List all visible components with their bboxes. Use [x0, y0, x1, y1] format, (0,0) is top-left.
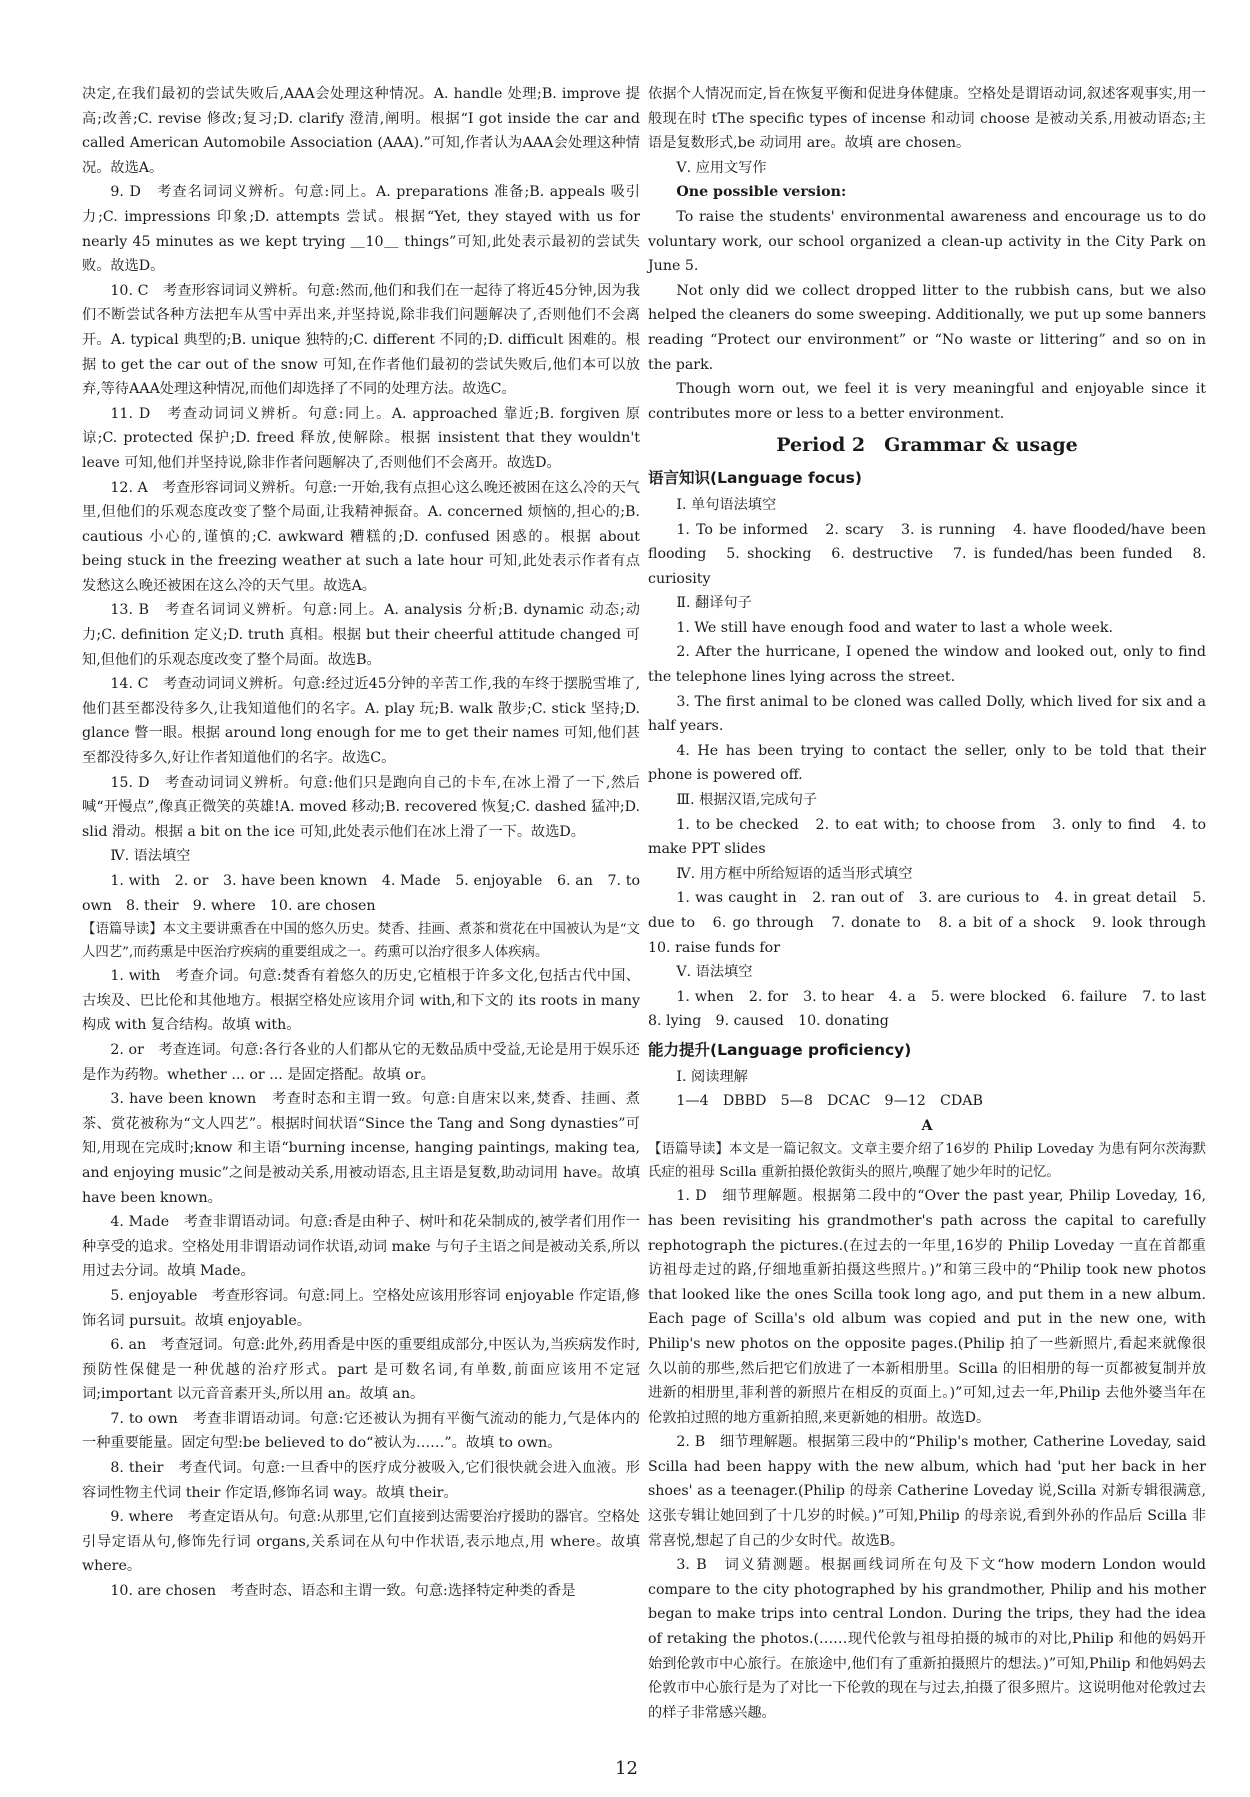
answer-paragraph: 1. To be informed 2. scary 3. is running 4. have flooded/have been flooding 5. shocking 6. destructive 7. is funded/has been funded 8. curiosity — [648, 521, 1206, 587]
subsection-title: Ⅴ. 应用文写作 — [676, 159, 767, 176]
answer-paragraph: 1. was caught in 2. ran out of 3. are curious to 4. in great detail 5. due to 6. go through 7. donate to 8. a bit of a shock 9. look through 10. raise funds for — [648, 890, 1221, 956]
answer-paragraph: 10. are chosen 考查时态、语态和主谓一致。句意:选择特定种类的香是 — [110, 1583, 576, 1600]
answer-paragraph: 5. enjoyable 考查形容词。句意:同上。空格处应该用形容词 enjoyable 作定语,修饰名词 pursuit。故填 enjoyable。 — [82, 1287, 640, 1329]
paragraph: 依据个人情况而定,旨在恢复平衡和促进身体健康。空格处是谓语动词,叙述客观事实,用一般现在时 tThe specific types of incense 和动词 choose 是被动关系,用被动语态;主语是复数形式,be 动词用 are。故填 are chosen。 — [648, 86, 1206, 152]
subsection-title: Ⅰ. 单句语法填空 — [676, 496, 777, 513]
answer-paragraph: 1. D 细节理解题。根据第二段中的“Over the past year, Philip Loveday, 16, has been revisiting his grandmother's path across the capital to carefully rephotograph the pictures.(在过去的一年里,16岁的 Philip Loveday 一直在首都重访祖母走过的路,仔细地重新拍摄这些照片。)”和第三段中的“Philip took new photos that looked like the ones Scilla took long ago, and put them in a new album. Each page of Scilla's old album was copied and put in the new one, with Philip's new photos on the opposite pages.(Philip 拍了一些新照片,看起来就像很久以前的那些,然后把它们放进了一本新相册里。Scilla 的旧相册的每一页都被复制并放进新的相册里,菲利普的新照片在相反的页面上。)”可知,过去一年,Philip 去他外婆当年在伦敦拍过照的地方重新拍照,来更新她的相册。故选D。 — [648, 1188, 1206, 1426]
answer-paragraph: 15. D 考查动词词义辨析。句意:他们只是跑向自己的卡车,在冰上滑了一下,然后喊“开慢点”,像真正微笑的英雄!A. moved 移动;B. recovered 恢复;C. dashed 猛冲;D. slid 滑动。根据 a bit on the ice 可知,此处表示他们在冰上滑了一下。故选D。 — [82, 774, 640, 840]
section-title: 能力提升(Language proficiency) — [648, 1040, 912, 1059]
subsection-title: Ⅱ. 翻译句子 — [676, 595, 752, 612]
answer-paragraph: 3. have been known 考查时态和主谓一致。句意:自唐宋以来,焚香、挂画、煮茶、赏花被称为“文人四艺”。根据时间状语“Since the Tang and Song dynasties”可知,用现在完成时;know 和主语“burning incense, hanging paintings, making tea, and enjoying music”之间是被动关系,用被动语态,且主语是复数,助动词用 have。故填 have been known。 — [82, 1091, 640, 1206]
answer-paragraph: 1. to be checked 2. to eat with; to choose from 3. only to find 4. to make PPT slides — [648, 816, 1206, 858]
right-column — [648, 82, 1221, 1725]
answer-paragraph: 6. an 考查冠词。句意:此外,药用香是中医的重要组成部分,中医认为,当疾病发作时,预防性保健是一种优越的治疗形式。part 是可数名词,有单数,前面应该用不定冠词;important 以元音音素开头,所以用 an。故填 an。 — [82, 1337, 640, 1403]
subsection-title: Ⅳ. 用方框中所给短语的适当形式填空 — [676, 865, 913, 882]
answer-paragraph: 9. where 考查定语从句。句意:从那里,它们直接到达需要治疗援助的器官。空格处引导定语从句,修饰先行词 organs,关系词在从句中作状语,表示地点,用 where。故填 where。 — [82, 1509, 640, 1575]
answer-paragraph: 3. The first animal to be cloned was called Dolly, which lived for six and a half years. — [648, 693, 1206, 735]
answer-paragraph: 13. B 考查名词词义辨析。句意:同上。A. analysis 分析;B. dynamic 动态;动力;C. definition 定义;D. truth 真相。根据 but their cheerful attitude changed 可知,但他们的乐观态度改变了整个局面。故选B。 — [82, 602, 640, 668]
left-column — [82, 82, 640, 1604]
subsection-title: Ⅳ. 语法填空 — [110, 848, 191, 865]
answer-paragraph: 2. B 细节理解题。根据第三段中的“Philip's mother, Catherine Loveday, said Scilla had been happy with the new album, which had 'put her back in her shoes' as a teenager.(Philip 的母亲 Catherine Loveday 说,Scilla 对新专辑很满意,这张专辑让她回到了十几岁的时候。)”可知,Philip 的母亲说,看到外孙的作品后 Scilla 非常喜悦,想起了自己的少女时代。故选B。 — [648, 1434, 1206, 1549]
answer-paragraph: 4. Made 考查非谓语动词。句意:香是由种子、树叶和花朵制成的,被学者们用作一种享受的追求。空格处用非谓语动词作状语,动词 make 与句子主语之间是被动关系,所以用过去分词。故填 Made。 — [82, 1214, 640, 1280]
section-title: 语言知识(Language focus) — [648, 469, 862, 488]
subsection-title: Ⅲ. 根据汉语,完成句子 — [676, 792, 818, 809]
answer-paragraph: 11. D 考查动词词义辨析。句意:同上。A. approached 靠近;B. forgiven 原谅;C. protected 保护;D. freed 释放,使解除。根据 insistent that they wouldn't leave 可知,他们并坚持说,除非作者问题解决了,否则他们不会离开。故选D。 — [82, 405, 640, 471]
answer-paragraph: 1—4 DBBD 5—8 DCAC 9—12 CDAB — [676, 1093, 983, 1110]
section-heading: Period 2 Grammar & usage — [776, 434, 1078, 457]
reading-guide: 【语篇导读】本文主要讲熏香在中国的悠久历史。焚香、挂画、煮茶和赏花在中国被认为是“文人四艺”,而药熏是中医治疗疾病的重要组成之一。药熏可以治疗很多人体疾病。 — [82, 922, 640, 961]
answer-paragraph: 9. D 考查名词词义辨析。句意:同上。A. preparations 准备;B. appeals 吸引力;C. impressions 印象;D. attempts 尝试。根据“Yet, they stayed with us for nearly 45 minutes as we kept trying ＿10＿ things”可知,此处表示最初的尝试失败。故选D。 — [82, 184, 640, 275]
answer-paragraph: 4. He has been trying to contact the seller, only to be told that their phone is powered off. — [648, 742, 1206, 784]
subsection-title: Ⅰ. 阅读理解 — [676, 1068, 748, 1085]
sample-label: One possible version: — [676, 184, 847, 201]
answer-paragraph: 7. to own 考查非谓语动词。句意:它还被认为拥有平衡气流动的能力,气是体内的一种重要能量。固定句型:be believed to do“被认为……”。故填 to own。 — [82, 1410, 640, 1452]
paragraph: 决定,在我们最初的尝试失败后,AAA会处理这种情况。A. handle 处理;B. improve 提高;改善;C. revise 修改;复习;D. clarify 澄清,阐明。根据“I got inside the car and called American Automobile Association (AAA).”可知,作者认为AAA会处理这种情况。故选A。 — [82, 86, 640, 176]
passage-label: A — [921, 1117, 933, 1134]
answer-paragraph: 3. B 词义猜测题。根据画线词所在句及下文“how modern London would compare to the city photographed by his grandmother, Philip and his mother began to make trips into central London. During the trips, they had the idea of retaking the photos.(……现代伦敦与祖母拍摄的城市的对比,Philip 和他的妈妈开始到伦敦市中心旅行。在旅途中,他们有了重新拍摄照片的想法。)”可知,Philip 和他妈妈去伦敦市中心旅行是为了对比一下伦敦的现在与过去,拍摄了很多照片。这说明他对伦敦过去的样子非常感兴趣。 — [648, 1557, 1206, 1721]
page-number: 12 — [615, 1758, 638, 1779]
answer-paragraph: 10. C 考查形容词词义辨析。句意:然而,他们和我们在一起待了将近45分钟,因为我们不断尝试各种方法把车从雪中弄出来,并坚持说,除非我们问题解决了,否则他们不会离开。A. typical 典型的;B. unique 独特的;C. different 不同的;D. difficult 困难的。根据 to get the car out of the snow 可知,在作者他们最初的尝试失败后,他们本可以放弃,等待AAA处理这种情况,而他们却选择了不同的处理方法。故选C。 — [82, 282, 640, 398]
answer-paragraph: 1. We still have enough food and water to last a whole week. — [676, 619, 1113, 636]
answer-paragraph: Though worn out, we feel it is very meaningful and enjoyable since it contributes more or less to a better environment. — [648, 381, 1206, 422]
answer-paragraph: 2. or 考查连词。句意:各行各业的人们都从它的无数品质中受益,无论是用于娱乐还是作为药物。whether ... or ... 是固定搭配。故填 or。 — [82, 1041, 640, 1083]
answer-paragraph: 12. A 考查形容词词义辨析。句意:一开始,我有点担心这么晚还被困在这么冷的天气里,但他们的乐观态度改变了整个局面,让我精神振奋。A. concerned 烦恼的,担心的;B. cautious 小心的,谨慎的;C. awkward 糟糕的;D. confused 困惑的。根据 about being stuck in the freezing weather at such a late hour 可知,此处表示作者有点发愁这么晚还被困在这么冷的天气里。故选A。 — [82, 479, 640, 594]
reading-guide: 【语篇导读】本文是一篇记叙文。文章主要介绍了16岁的 Philip Loveday 为患有阿尔茨海默氏症的祖母 Scilla 重新拍摄伦敦街头的照片,唤醒了她少年时的记忆。 — [648, 1142, 1206, 1181]
answer-paragraph: 1. with 考查介词。句意:焚香有着悠久的历史,它植根于许多文化,包括古代中国、古埃及、巴比伦和其他地方。根据空格处应该用介词 with,和下文的 its roots in many 构成 with 复合结构。故填 with。 — [82, 968, 640, 1034]
answer-paragraph: 8. their 考查代词。句意:一旦香中的医疗成分被吸入,它们很快就会进入血液。形容词性物主代词 their 作定语,修饰名词 way。故填 their。 — [82, 1460, 640, 1501]
answer-paragraph: 1. with 2. or 3. have been known 4. Made 5. enjoyable 6. an 7. to own 8. their 9. where 10. are chosen — [82, 873, 640, 914]
answer-paragraph: 2. After the hurricane, I opened the window and looked out, only to find the telephone lines lying across the street. — [648, 644, 1206, 686]
answer-paragraph: To raise the students' environmental awareness and encourage us to do voluntary work, our school organized a clean-up activity in the City Park on June 5. — [648, 208, 1206, 275]
answer-paragraph: 1. when 2. for 3. to hear 4. a 5. were blocked 6. failure 7. to last 8. lying 9. caused 10. donating — [648, 988, 1221, 1030]
answer-paragraph: Not only did we collect dropped litter to the rubbish cans, but we also helped the cleaners do some sweeping. Additionally, we put up some banners reading “Protect our environment” or “No waste or littering” and so on in the park. — [648, 282, 1206, 373]
answer-paragraph: 14. C 考查动词词义辨析。句意:经过近45分钟的辛苦工作,我的车终于摆脱雪堆了,他们甚至都没待多久,让我知道他们的名字。A. play 玩;B. walk 散步;C. stick 坚持;D. glance 瞥一眼。根据 around long enough for me to get their names 可知,他们甚至都没待多久,好让作者知道他们的名字。故选C。 — [82, 676, 640, 767]
subsection-title: Ⅴ. 语法填空 — [676, 964, 753, 981]
